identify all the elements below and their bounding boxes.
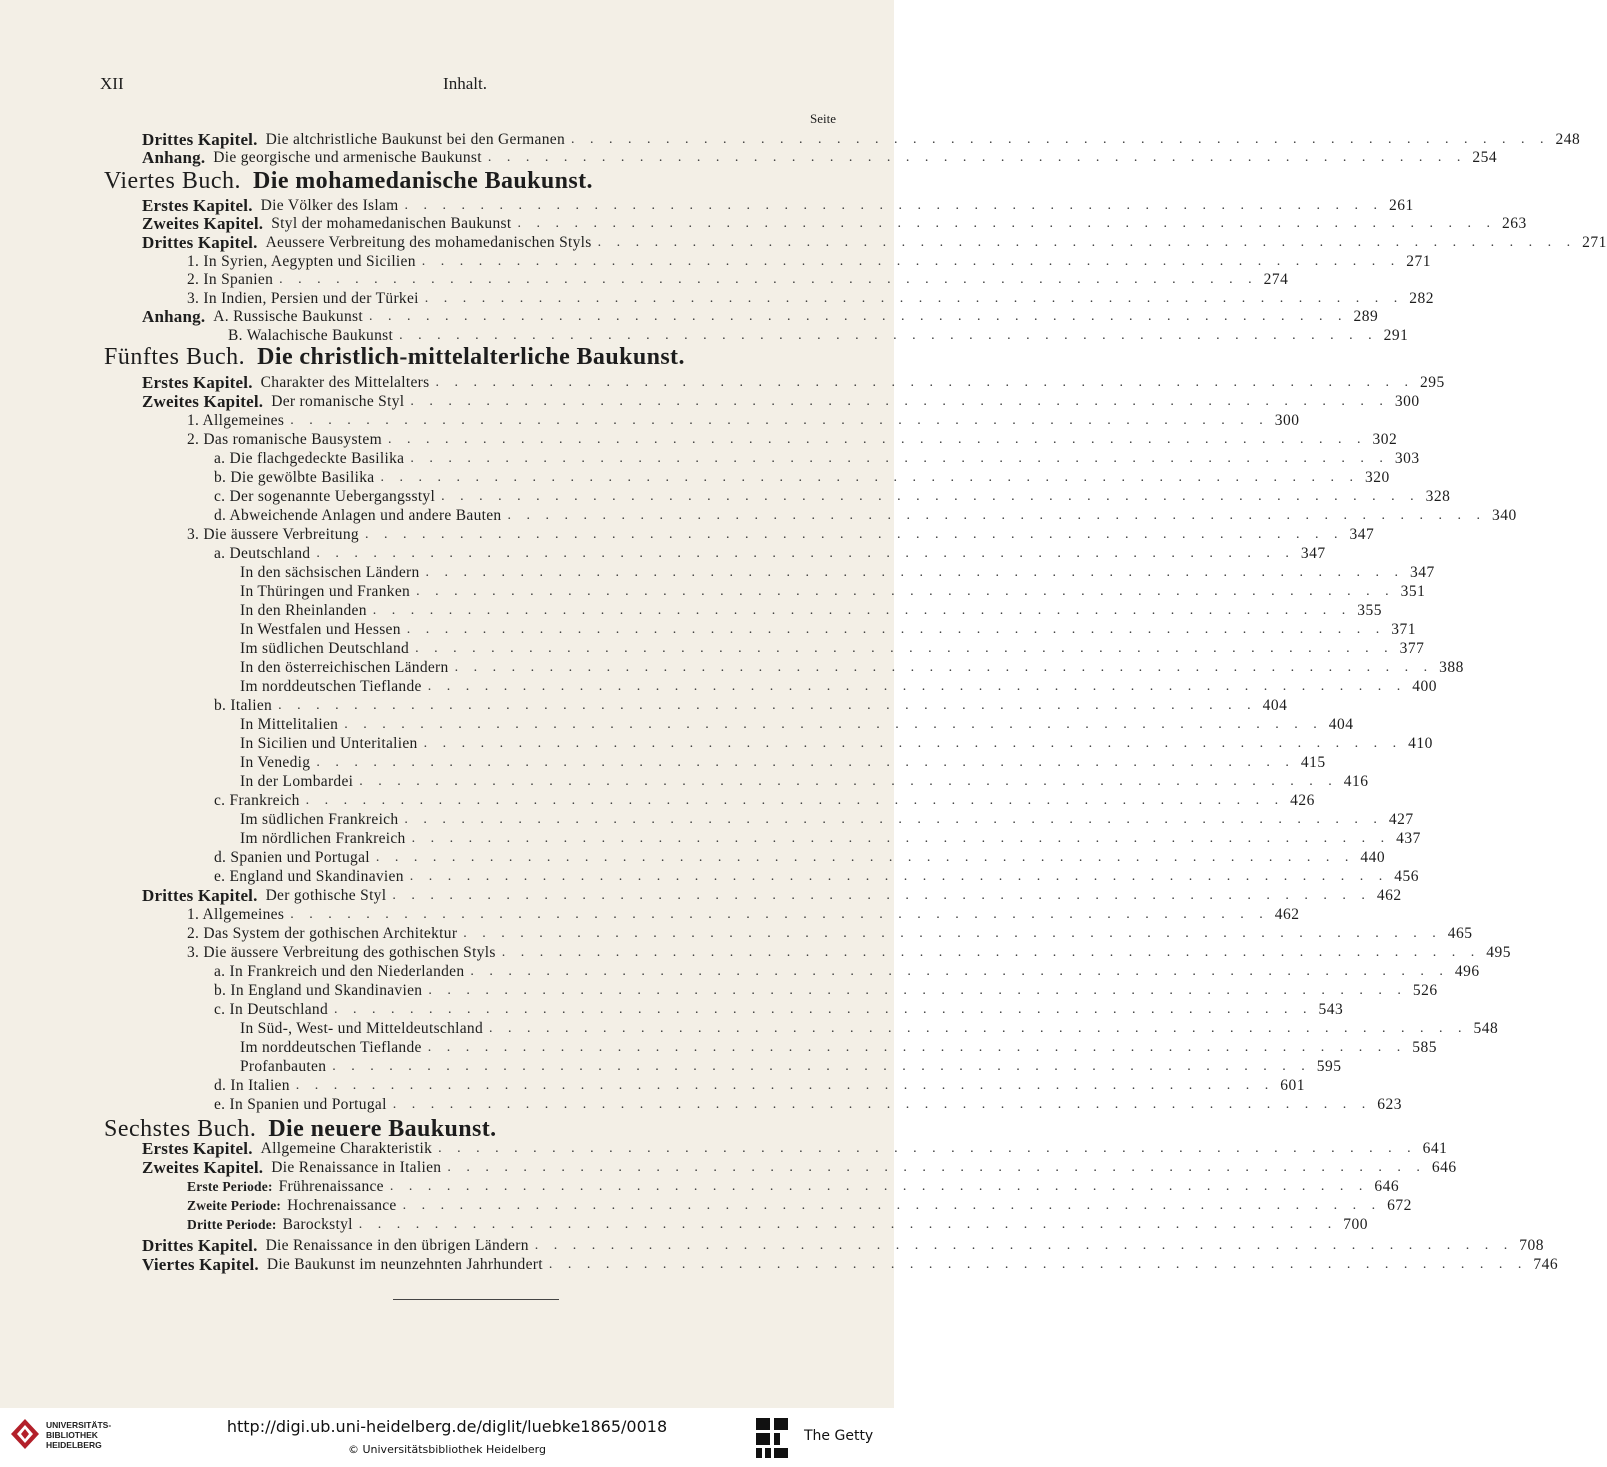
dot-leader: . . . . . . . . . . . . . . . . . . . . . . . . . . . . . . . . . . . . . . . . . . . . . . . . . . . . xyxy=(389,1179,1369,1194)
toc-entry xyxy=(0,563,1435,582)
toc-entry-text: 1. Allgemeines xyxy=(187,412,285,429)
dot-leader: . . . . . . . . . . . . . . . . . . . . . . . . . . . . . . . . . . . . . . . . . . . . . . . . . . . . xyxy=(278,698,1257,713)
dot-leader: . . . . . . . . . . . . . . . . . . . . . . . . . . . . . . . . . . . . . . . . . . . . . . . . . . . . xyxy=(501,945,1481,960)
toc-entry-text: Die Renaissance in Italien xyxy=(271,1159,442,1176)
page-number: XII xyxy=(100,74,124,93)
toc-entry-page: 261 xyxy=(1389,197,1414,214)
seite-label: Seite xyxy=(810,111,836,126)
toc-entry xyxy=(0,715,1354,734)
toc-entry-text: In Thüringen und Franken xyxy=(240,583,411,600)
toc-entry xyxy=(0,544,1326,563)
toc-entry xyxy=(0,658,1464,677)
toc-entry-page: 377 xyxy=(1399,640,1425,657)
toc-entry-page: 340 xyxy=(1491,507,1517,524)
toc-entry xyxy=(0,252,1432,271)
page-title: Inhalt. xyxy=(443,74,487,93)
dot-leader: . . . . . . . . . . . . . . . . . . . . . . . . . . . . . . . . . . . . . . . . . . . . . . . . . . . . xyxy=(507,508,1486,523)
dot-leader: . . . . . . . . . . . . . . . . . . . . . . . . . . . . . . . . . . . . . . . . . . . . . . . . . . . . xyxy=(435,375,1414,390)
toc-entry xyxy=(0,270,1289,289)
toc-entry-page: 254 xyxy=(1472,149,1498,166)
toc-entry-page: 291 xyxy=(1383,327,1409,344)
toc-entry-page: 347 xyxy=(1349,526,1375,543)
toc-entry xyxy=(0,392,1420,411)
dot-leader: . . . . . . . . . . . . . . . . . . . . . . . . . . . . . . . . . . . . . . . . . . . . . . . . . . . . xyxy=(344,717,1323,732)
toc-entry-text: Die Renaissance in den übrigen Ländern xyxy=(265,1237,529,1254)
toc-entry-page: 462 xyxy=(1274,906,1300,923)
book-title: Die mohamedanische Baukunst. xyxy=(253,168,593,194)
toc-entry-page: 641 xyxy=(1422,1140,1448,1157)
toc-entry-text: In der Lombardei xyxy=(240,773,354,790)
toc-entry-page: 646 xyxy=(1374,1178,1400,1195)
toc-entry-text: 2. In Spanien xyxy=(187,271,274,288)
toc-entry xyxy=(0,1158,1457,1177)
toc-entry-text: Der romanische Styl xyxy=(271,393,405,410)
toc-entry xyxy=(0,1095,1402,1114)
dot-leader: . . . . . . . . . . . . . . . . . . . . . . . . . . . . . . . . . . . . . . . . . . . . . . . . . . . . xyxy=(410,394,1389,409)
toc-entry xyxy=(0,639,1425,658)
toc-entry xyxy=(0,233,1607,252)
dot-leader: . . . . . . . . . . . . . . . . . . . . . . . . . . . . . . . . . . . . . . . . . . . . . . . . . . . . xyxy=(372,603,1352,618)
toc-entry-page: 548 xyxy=(1473,1020,1499,1037)
toc-entry xyxy=(0,696,1288,715)
toc-entry-text: B. Walachische Baukunst xyxy=(228,327,394,344)
toc-entry xyxy=(0,196,1414,215)
book-name: Sechstes Buch. xyxy=(104,1116,257,1142)
dot-leader: . . . . . . . . . . . . . . . . . . . . . . . . . . . . . . . . . . . . . . . . . . . . . . . . . . . . xyxy=(424,291,1404,306)
toc-entry xyxy=(0,1038,1437,1057)
dot-leader: . . . . . . . . . . . . . . . . . . . . . . . . . . . . . . . . . . . . . . . . . . . . . . . . . . . . xyxy=(290,907,1269,922)
dot-leader: . . . . . . . . . . . . . . . . . . . . . . . . . . . . . . . . . . . . . . . . . . . . . . . . . . . . xyxy=(409,869,1389,884)
toc-entry-text: A. Russische Baukunst xyxy=(213,308,363,325)
toc-entry-text: Die Baukunst im neunzehnten Jahrhundert xyxy=(266,1256,543,1273)
toc-entry xyxy=(0,924,1473,943)
dot-leader: . . . . . . . . . . . . . . . . . . . . . . . . . . . . . . . . . . . . . . . . . . . . . . . . . . . . xyxy=(421,254,1401,269)
getty-mark-icon xyxy=(754,1416,790,1460)
toc-entry-page: 456 xyxy=(1394,868,1420,885)
permalink-url[interactable]: http://digi.ub.uni-heidelberg.de/diglit/luebke1865/0018 xyxy=(226,1417,668,1436)
dot-leader: . . . . . . . . . . . . . . . . . . . . . . . . . . . . . . . . . . . . . . . . . . . . . . . . . . . . xyxy=(380,470,1359,485)
toc-entry-page: 271 xyxy=(1406,253,1432,270)
toc-entry-text: Charakter des Mittelalters xyxy=(260,374,430,391)
toc-entry-page: 271 xyxy=(1582,234,1607,251)
library-line: UNIVERSITÄTS- xyxy=(46,1420,112,1430)
toc-entry-text: In Sicilien und Unteritalien xyxy=(240,735,418,752)
dot-leader: . . . . . . . . . . . . . . . . . . . . . . . . . . . . . . . . . . . . . . . . . . . . . . . . . . . . xyxy=(447,1160,1426,1175)
toc-entry-page: 295 xyxy=(1419,374,1445,391)
toc-entry xyxy=(0,411,1300,430)
toc-entry xyxy=(0,772,1369,791)
toc-entry-text: Profanbauten xyxy=(240,1058,327,1075)
toc-entry-text: a. In Frankreich und den Niederlanden xyxy=(214,963,465,980)
toc-entry xyxy=(0,289,1435,308)
toc-entry-page: 440 xyxy=(1360,849,1386,866)
toc-entry xyxy=(0,326,1409,345)
toc-entry-page: 526 xyxy=(1412,982,1438,999)
dot-leader: . . . . . . . . . . . . . . . . . . . . . . . . . . . . . . . . . . . . . . . . . . . . . . . . . . . . xyxy=(295,1078,1275,1093)
toc-entry-text: In den Rheinlanden xyxy=(240,602,367,619)
toc-entry-page: 248 xyxy=(1555,131,1581,148)
toc-entry-text: a. Die flachgedeckte Basilika xyxy=(214,450,405,467)
toc-entry xyxy=(0,449,1420,468)
toc-entry-page: 495 xyxy=(1486,944,1511,961)
dot-leader: . . . . . . . . . . . . . . . . . . . . . . . . . . . . . . . . . . . . . . . . . . . . . . . . . . . . xyxy=(517,216,1496,231)
dot-leader: . . . . . . . . . . . . . . . . . . . . . . . . . . . . . . . . . . . . . . . . . . . . . . . . . . . . xyxy=(571,132,1550,147)
dot-leader: . . . . . . . . . . . . . . . . . . . . . . . . . . . . . . . . . . . . . . . . . . . . . . . . . . . . xyxy=(427,1040,1407,1055)
toc-entry xyxy=(0,867,1420,886)
toc-entry xyxy=(0,943,1511,962)
toc-entry xyxy=(0,981,1438,1000)
closing-rule xyxy=(393,1299,559,1300)
dot-leader: . . . . . . . . . . . . . . . . . . . . . . . . . . . . . . . . . . . . . . . . . . . . . . . . . . . . xyxy=(416,584,1395,599)
toc-entry-page: 646 xyxy=(1431,1159,1457,1176)
toc-entry-page: 404 xyxy=(1328,716,1354,733)
toc-entry-page: 328 xyxy=(1425,488,1451,505)
toc-entry xyxy=(0,1177,1400,1196)
dot-leader: . . . . . . . . . . . . . . . . . . . . . . . . . . . . . . . . . . . . . . . . . . . . . . . . . . . . xyxy=(441,489,1420,504)
toc-entry xyxy=(0,307,1379,326)
toc-entry-page: 672 xyxy=(1387,1197,1412,1214)
running-head xyxy=(100,74,830,100)
dot-leader: . . . . . . . . . . . . . . . . . . . . . . . . . . . . . . . . . . . . . . . . . . . . . . . . . . . . xyxy=(597,235,1577,250)
toc-entry-label: Erstes Kapitel. xyxy=(142,373,253,392)
toc-entry-page: 462 xyxy=(1376,887,1402,904)
toc-entry xyxy=(0,373,1445,392)
toc-entry-text: In den österreichischen Ländern xyxy=(240,659,449,676)
toc-entry-text: Die altchristliche Baukunst bei den Germanen xyxy=(265,131,565,148)
toc-entry-page: 303 xyxy=(1394,450,1420,467)
toc-entry-text: Im südlichen Frankreich xyxy=(240,811,399,828)
toc-entry-text: Im norddeutschen Tieflande xyxy=(240,1039,422,1056)
toc-entry-label: Dritte Periode: xyxy=(187,1217,277,1232)
toc-entry xyxy=(0,430,1398,449)
toc-entry-text: a. Deutschland xyxy=(214,545,311,562)
toc-entry-text: In Westfalen und Hessen xyxy=(240,621,401,638)
dot-leader: . . . . . . . . . . . . . . . . . . . . . . . . . . . . . . . . . . . . . . . . . . . . . . . . . . . . xyxy=(425,565,1405,580)
dot-leader: . . . . . . . . . . . . . . . . . . . . . . . . . . . . . . . . . . . . . . . . . . . . . . . . . . . . xyxy=(454,660,1434,675)
toc-entry-page: 400 xyxy=(1412,678,1437,695)
toc-entry-page: 700 xyxy=(1343,1216,1368,1233)
library-line: HEIDELBERG xyxy=(46,1440,102,1450)
toc-entry-label: Drittes Kapitel. xyxy=(142,1236,258,1255)
toc-entry-text: In Süd-, West- und Mitteldeutschland xyxy=(240,1020,484,1037)
toc-entry-text: 3. Die äussere Verbreitung xyxy=(187,526,359,543)
toc-entry-text: Die georgische und armenische Baukunst xyxy=(213,149,482,166)
dot-leader: . . . . . . . . . . . . . . . . . . . . . . . . . . . . . . . . . . . . . . . . . . . . . . . . . . . . xyxy=(364,527,1344,542)
dot-leader: . . . . . . . . . . . . . . . . . . . . . . . . . . . . . . . . . . . . . . . . . . . . . . . . . . . . xyxy=(392,888,1371,903)
toc-entry xyxy=(0,487,1451,506)
dot-leader: . . . . . . . . . . . . . . . . . . . . . . . . . . . . . . . . . . . . . . . . . . . . . . . . . . . . xyxy=(406,622,1386,637)
toc-entry-page: 355 xyxy=(1357,602,1383,619)
dot-leader: . . . . . . . . . . . . . . . . . . . . . . . . . . . . . . . . . . . . . . . . . . . . . . . . . . . . xyxy=(368,309,1348,324)
toc-entry-page: 746 xyxy=(1533,1256,1559,1273)
toc-entry-page: 347 xyxy=(1300,545,1326,562)
toc-entry xyxy=(0,1236,1544,1255)
toc-entry xyxy=(0,1000,1344,1019)
digitization-footer xyxy=(0,1408,894,1467)
toc-entry-label: Anhang. xyxy=(142,307,206,326)
toc-entry-page: 351 xyxy=(1400,583,1426,600)
toc-entry-text: 2. Das romanische Bausystem xyxy=(187,431,382,448)
toc-entry-text: d. In Italien xyxy=(214,1077,290,1094)
toc-entry-text: b. Die gewölbte Basilika xyxy=(214,469,375,486)
dot-leader: . . . . . . . . . . . . . . . . . . . . . . . . . . . . . . . . . . . . . . . . . . . . . . . . . . . . xyxy=(404,812,1383,827)
toc-entry xyxy=(0,810,1414,829)
toc-entry-page: 426 xyxy=(1290,792,1315,809)
toc-entry xyxy=(0,962,1480,981)
dot-leader: . . . . . . . . . . . . . . . . . . . . . . . . . . . . . . . . . . . . . . . . . . . . . . . . . . . . xyxy=(548,1257,1528,1272)
book-name: Viertes Buch. xyxy=(104,168,242,194)
dot-leader: . . . . . . . . . . . . . . . . . . . . . . . . . . . . . . . . . . . . . . . . . . . . . . . . . . . . xyxy=(316,546,1295,561)
toc-entry-page: 601 xyxy=(1280,1077,1306,1094)
toc-entry-text: Barockstyl xyxy=(282,1216,353,1233)
toc-entry-page: 388 xyxy=(1439,659,1464,676)
toc-entry-page: 300 xyxy=(1274,412,1300,429)
toc-entry xyxy=(0,905,1300,924)
toc-entry xyxy=(0,1196,1412,1215)
toc-entry xyxy=(0,1255,1559,1274)
toc-entry-page: 404 xyxy=(1262,697,1288,714)
dot-leader: . . . . . . . . . . . . . . . . . . . . . . . . . . . . . . . . . . . . . . . . . . . . . . . . . . . . xyxy=(358,1217,1338,1232)
toc-entry xyxy=(0,1215,1368,1234)
dot-leader: . . . . . . . . . . . . . . . . . . . . . . . . . . . . . . . . . . . . . . . . . . . . . . . . . . . . xyxy=(279,272,1258,287)
toc-entry xyxy=(0,130,1581,149)
dot-leader: . . . . . . . . . . . . . . . . . . . . . . . . . . . . . . . . . . . . . . . . . . . . . . . . . . . . xyxy=(399,328,1378,343)
toc-entry-page: 347 xyxy=(1410,564,1435,581)
toc-entry-text: Allgemeine Charakteristik xyxy=(260,1140,433,1157)
book-title: Die neuere Baukunst. xyxy=(268,1116,497,1142)
toc-entry-text: Hochrenaissance xyxy=(287,1197,397,1214)
getty-logo xyxy=(750,1414,890,1460)
dot-leader: . . . . . . . . . . . . . . . . . . . . . . . . . . . . . . . . . . . . . . . . . . . . . . . . . . . . xyxy=(411,831,1391,846)
toc-entry-page: 320 xyxy=(1364,469,1390,486)
dot-leader: . . . . . . . . . . . . . . . . . . . . . . . . . . . . . . . . . . . . . . . . . . . . . . . . . . . . xyxy=(387,432,1367,447)
toc-entry-text: Im südlichen Deutschland xyxy=(240,640,410,657)
toc-entry-page: 371 xyxy=(1391,621,1417,638)
book-heading-4 xyxy=(104,167,593,195)
toc-entry-text: e. England und Skandinavien xyxy=(214,868,404,885)
dot-leader: . . . . . . . . . . . . . . . . . . . . . . . . . . . . . . . . . . . . . . . . . . . . . . . . . . . . xyxy=(404,198,1384,213)
toc-entry-label: Zweites Kapitel. xyxy=(142,1158,264,1177)
dot-leader: . . . . . . . . . . . . . . . . . . . . . . . . . . . . . . . . . . . . . . . . . . . . . . . . . . . . xyxy=(470,964,1449,979)
toc-entry-text: Styl der mohamedanischen Baukunst xyxy=(271,215,512,232)
toc-entry-text: c. Frankreich xyxy=(214,792,300,809)
copyright-notice: © Universitätsbibliothek Heidelberg xyxy=(347,1443,546,1456)
toc-entry-text: Der gothische Styl xyxy=(265,887,387,904)
toc-entry-label: Drittes Kapitel. xyxy=(142,233,258,252)
toc-entry-page: 302 xyxy=(1372,431,1398,448)
dot-leader: . . . . . . . . . . . . . . . . . . . . . . . . . . . . . . . . . . . . . . . . . . . . . . . . . . . . xyxy=(438,1141,1417,1156)
toc-entry-page: 274 xyxy=(1263,271,1289,288)
toc-entry xyxy=(0,791,1315,810)
dot-leader: . . . . . . . . . . . . . . . . . . . . . . . . . . . . . . . . . . . . . . . . . . . . . . . . . . . . xyxy=(359,774,1338,789)
toc-entry-page: 585 xyxy=(1412,1039,1437,1056)
toc-entry xyxy=(0,506,1517,525)
dot-leader: . . . . . . . . . . . . . . . . . . . . . . . . . . . . . . . . . . . . . . . . . . . . . . . . . . . . xyxy=(305,793,1285,808)
toc-entry xyxy=(0,601,1383,620)
book-heading-5 xyxy=(104,343,685,371)
dot-leader: . . . . . . . . . . . . . . . . . . . . . . . . . . . . . . . . . . . . . . . . . . . . . . . . . . . . xyxy=(415,641,1394,656)
toc-entry-text: d. Spanien und Portugal xyxy=(214,849,370,866)
library-line: BIBLIOTHEK xyxy=(46,1430,98,1440)
toc-entry-label: Erstes Kapitel. xyxy=(142,196,253,215)
dot-leader: . . . . . . . . . . . . . . . . . . . . . . . . . . . . . . . . . . . . . . . . . . . . . . . . . . . . xyxy=(489,1021,1468,1036)
toc-entry-label: Zweites Kapitel. xyxy=(142,392,264,411)
dot-leader: . . . . . . . . . . . . . . . . . . . . . . . . . . . . . . . . . . . . . . . . . . . . . . . . . . . . xyxy=(427,679,1407,694)
toc-entry-label: Drittes Kapitel. xyxy=(142,886,258,905)
toc-entry-text: 3. In Indien, Persien und der Türkei xyxy=(187,290,419,307)
toc-entry-text: In Mittelitalien xyxy=(240,716,339,733)
toc-entry-page: 595 xyxy=(1316,1058,1342,1075)
dot-leader: . . . . . . . . . . . . . . . . . . . . . . . . . . . . . . . . . . . . . . . . . . . . . . . . . . . . xyxy=(463,926,1442,941)
toc-entry-text: b. Italien xyxy=(214,697,273,714)
toc-entry-page: 282 xyxy=(1409,290,1435,307)
toc-entry-label: Drittes Kapitel. xyxy=(142,130,258,149)
dot-leader: . . . . . . . . . . . . . . . . . . . . . . . . . . . . . . . . . . . . . . . . . . . . . . . . . . . . xyxy=(375,850,1355,865)
book-title: Die christlich-mittelalterliche Baukunst. xyxy=(257,344,685,370)
toc-entry-text: b. In England und Skandinavien xyxy=(214,982,423,999)
toc-entry-text: d. Abweichende Anlagen und andere Bauten xyxy=(214,507,502,524)
toc-entry-text: 1. Allgemeines xyxy=(187,906,285,923)
toc-entry-page: 289 xyxy=(1353,308,1379,325)
toc-entry xyxy=(0,886,1402,905)
toc-entry xyxy=(0,848,1386,867)
toc-entry-text: 3. Die äussere Verbreitung des gothischen Styls xyxy=(187,944,496,961)
toc-entry xyxy=(0,753,1326,772)
toc-entry-label: Zweite Periode: xyxy=(187,1198,282,1213)
dot-leader: . . . . . . . . . . . . . . . . . . . . . . . . . . . . . . . . . . . . . . . . . . . . . . . . . . . . xyxy=(487,150,1467,165)
toc-entry-label: Erste Periode: xyxy=(187,1179,273,1194)
toc-entry xyxy=(0,734,1433,753)
toc-entry-page: 410 xyxy=(1408,735,1433,752)
toc-entry-text: Im norddeutschen Tieflande xyxy=(240,678,422,695)
toc-entry xyxy=(0,1076,1306,1095)
toc-entry xyxy=(0,214,1527,233)
toc-entry xyxy=(0,620,1417,639)
toc-entry-text: Frührenaissance xyxy=(278,1178,384,1195)
dot-leader: . . . . . . . . . . . . . . . . . . . . . . . . . . . . . . . . . . . . . . . . . . . . . . . . . . . . xyxy=(410,451,1389,466)
toc-entry-text: Im nördlichen Frankreich xyxy=(240,830,406,847)
toc-entry-page: 465 xyxy=(1447,925,1473,942)
toc-entry-label: Viertes Kapitel. xyxy=(142,1255,259,1274)
toc-entry xyxy=(0,525,1375,544)
dot-leader: . . . . . . . . . . . . . . . . . . . . . . . . . . . . . . . . . . . . . . . . . . . . . . . . . . . . xyxy=(423,736,1403,751)
toc-entry-text: 1. In Syrien, Aegypten und Sicilien xyxy=(187,253,416,270)
toc-entry-label: Anhang. xyxy=(142,148,206,167)
dot-leader: . . . . . . . . . . . . . . . . . . . . . . . . . . . . . . . . . . . . . . . . . . . . . . . . . . . . xyxy=(332,1059,1311,1074)
toc-entry-page: 427 xyxy=(1388,811,1414,828)
book-name: Fünftes Buch. xyxy=(104,344,246,370)
toc-entry-text: c. Der sogenannte Uebergangsstyl xyxy=(214,488,436,505)
toc-entry-label: Zweites Kapitel. xyxy=(142,214,264,233)
dot-leader: . . . . . . . . . . . . . . . . . . . . . . . . . . . . . . . . . . . . . . . . . . . . . . . . . . . . xyxy=(392,1097,1372,1112)
toc-entry xyxy=(0,148,1498,167)
toc-entry-text: e. In Spanien und Portugal xyxy=(214,1096,387,1113)
toc-entry xyxy=(0,1139,1448,1158)
dot-leader: . . . . . . . . . . . . . . . . . . . . . . . . . . . . . . . . . . . . . . . . . . . . . . . . . . . . xyxy=(290,413,1269,428)
toc-entry-page: 496 xyxy=(1454,963,1480,980)
toc-entry-page: 708 xyxy=(1519,1237,1544,1254)
toc-entry-text: c. In Deutschland xyxy=(214,1001,328,1018)
toc-entry-page: 263 xyxy=(1501,215,1527,232)
toc-entry-page: 300 xyxy=(1394,393,1420,410)
toc-entry-page: 416 xyxy=(1343,773,1369,790)
toc-entry xyxy=(0,677,1437,696)
toc-entry-page: 437 xyxy=(1396,830,1421,847)
dot-leader: . . . . . . . . . . . . . . . . . . . . . . . . . . . . . . . . . . . . . . . . . . . . . . . . . . . . xyxy=(316,755,1295,770)
toc-entry-label: Erstes Kapitel. xyxy=(142,1139,253,1158)
toc-entry-text: 2. Das System der gothischen Architektur xyxy=(187,925,458,942)
toc-entry-page: 623 xyxy=(1377,1096,1402,1113)
toc-entry xyxy=(0,1057,1342,1076)
toc-entry xyxy=(0,829,1421,848)
toc-entry-page: 543 xyxy=(1318,1001,1344,1018)
toc-entry xyxy=(0,1019,1499,1038)
toc-entry-page: 415 xyxy=(1300,754,1326,771)
toc-entry-text: In Venedig xyxy=(240,754,311,771)
toc-entry-text: Aeussere Verbreitung des mohamedanischen Styls xyxy=(265,234,592,251)
toc-entry-text: In den sächsischen Ländern xyxy=(240,564,420,581)
dot-leader: . . . . . . . . . . . . . . . . . . . . . . . . . . . . . . . . . . . . . . . . . . . . . . . . . . . . xyxy=(534,1238,1514,1253)
dot-leader: . . . . . . . . . . . . . . . . . . . . . . . . . . . . . . . . . . . . . . . . . . . . . . . . . . . . xyxy=(402,1198,1382,1213)
toc-entry-text: Die Völker des Islam xyxy=(260,197,399,214)
dot-leader: . . . . . . . . . . . . . . . . . . . . . . . . . . . . . . . . . . . . . . . . . . . . . . . . . . . . xyxy=(334,1002,1313,1017)
getty-name: The Getty xyxy=(804,1428,874,1444)
toc-entry xyxy=(0,468,1390,487)
dot-leader: . . . . . . . . . . . . . . . . . . . . . . . . . . . . . . . . . . . . . . . . . . . . . . . . . . . . xyxy=(428,983,1407,998)
toc-entry xyxy=(0,582,1426,601)
